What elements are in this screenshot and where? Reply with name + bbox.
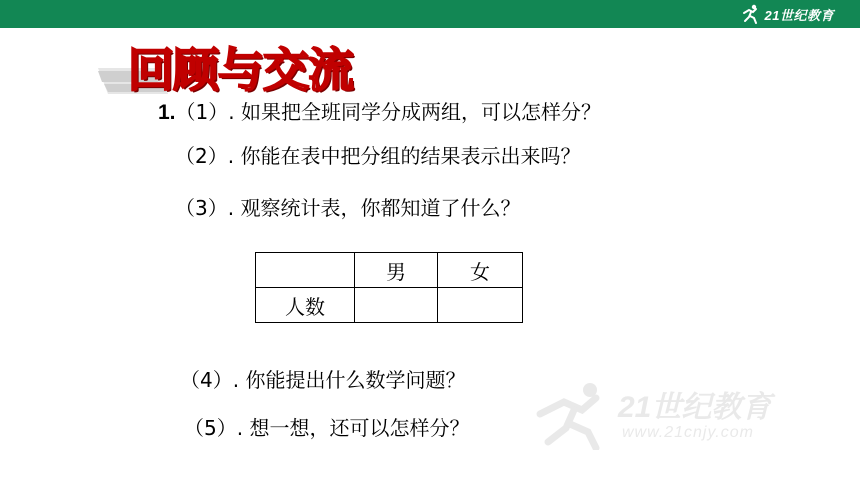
question-3 [175, 194, 520, 222]
question-label: （5） [184, 416, 237, 440]
question-text: . 你能提出什么数学问题？ [232, 368, 466, 392]
brand-name: 21世纪教育 [764, 7, 834, 23]
table-header-cell: 男 [355, 253, 438, 288]
question-text: . 你能在表中把分组的结果表示出来吗？ [227, 144, 581, 168]
brand-logo [741, 3, 834, 25]
table-row [256, 288, 523, 323]
question-label: （2） [175, 144, 228, 168]
question-2 [175, 142, 580, 170]
table-header-cell [256, 253, 355, 288]
question-text: . 如果把全班同学分成两组，可以怎样分？ [228, 100, 601, 124]
page-title: 回顾与交流 [128, 43, 353, 97]
question-text: . 想一想，还可以怎样分？ [236, 416, 470, 440]
watermark [530, 376, 830, 456]
table-header-cell: 女 [438, 253, 523, 288]
question-number: 1. [158, 101, 176, 124]
question-1 [158, 98, 601, 127]
question-5 [184, 414, 469, 442]
table-row-label: 人数 [256, 288, 355, 323]
question-label: （4） [180, 368, 233, 392]
question-text: . 观察统计表，你都知道了什么？ [227, 196, 521, 220]
watermark-runner-icon [530, 380, 620, 450]
watermark-url: www.21cnjy.com [622, 424, 754, 441]
table-cell[interactable] [438, 288, 523, 323]
table-cell[interactable] [355, 288, 438, 323]
runner-icon [741, 4, 761, 24]
question-label: （3） [175, 196, 228, 220]
table-header-row [256, 253, 523, 288]
top-bar [0, 0, 860, 28]
statistics-table [255, 252, 523, 323]
watermark-text: 21世纪教育 [618, 391, 772, 424]
section-title-banner [98, 42, 368, 98]
question-label: （1） [175, 100, 229, 124]
question-4 [180, 366, 465, 394]
